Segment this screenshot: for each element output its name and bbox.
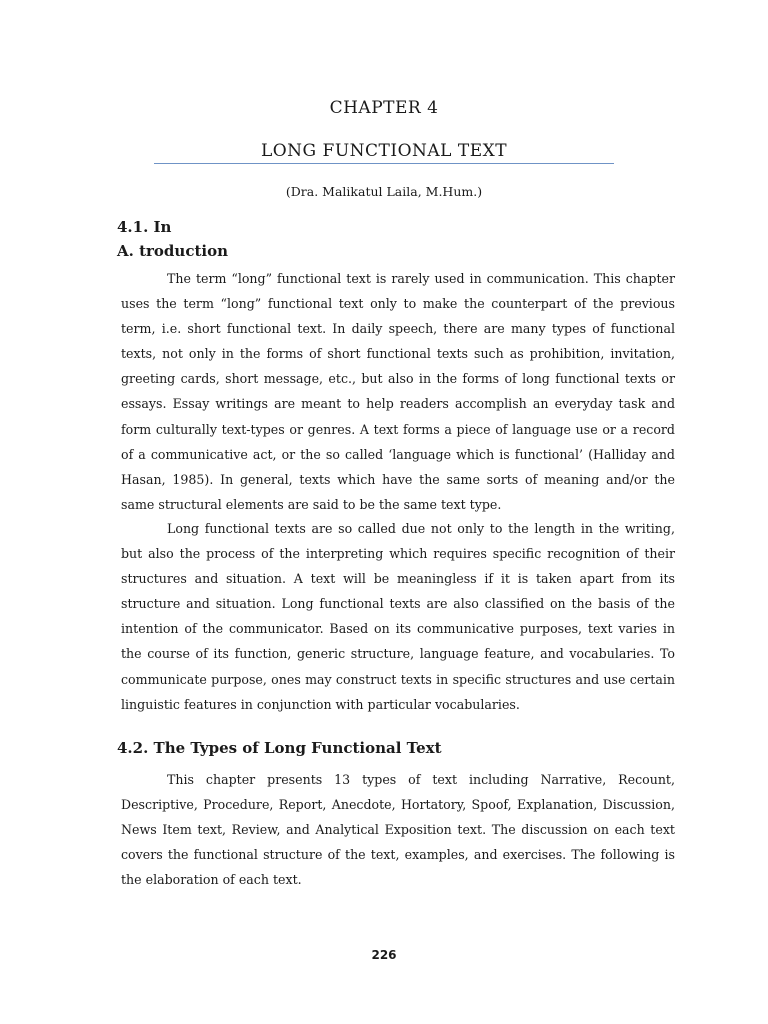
section-1-heading-title: A. troduction [117,242,228,260]
chapter-title: LONG FUNCTIONAL TEXT [260,141,508,161]
page-number: 226 [371,948,397,962]
section-2-heading: 4.2. The Types of Long Functional Text [117,739,442,757]
section-1-heading-number: 4.1. In [117,218,172,236]
title-underline [154,163,614,164]
chapter-label: CHAPTER 4 [329,98,439,118]
intro-paragraph-2: Long functional texts are so called due not only to the length in the writing, but also the process of the interpreting which requires specific recognition of their structures and situation. A text will be meaningless if it is taken apart from its structure and situation. Long functional texts are also classified on the basis of the intention of the communicator. Based on its communicative purposes, text varies in the course of its function, generic structure, language feature, and vocabularies. To communicate purpose, ones may construct texts in specific structures and use certain linguistic features in conjunction with particular vocabularies. [121,521,675,712]
intro-paragraph-1: The term “long” functional text is rarely used in communication. This chapter uses the term “long” functional text only to make the counterpart of the previous term, i.e. short functional text. In daily speech, there are many types of functional texts, not only in the forms of short functional texts such as prohibition, invitation, greeting cards, short message, etc., but also in the forms of long functional texts or essays. Essay writings are meant to help readers accomplish an everyday task and form culturally text-types or genres. A text forms a piece of language use or a record of a communicative act, or the so called ‘language which is functional’ (Halliday and Hasan, 1985). In general, texts which have the same sorts of meaning and/or the same structural elements are said to be the same text type. [121,271,675,512]
types-paragraph: This chapter presents 13 types of text including Narrative, Recount, Descriptive, Procedure, Report, Anecdote, Hortatory, Spoof, Explanation, Discussion, News Item text, Review, and Analytical Exposition text. The discussion on each text covers the functional structure of the text, examples, and exercises. The following is the elaboration of each text. [121,772,675,888]
author-line: (Dra. Malikatul Laila, M.Hum.) [285,184,483,199]
